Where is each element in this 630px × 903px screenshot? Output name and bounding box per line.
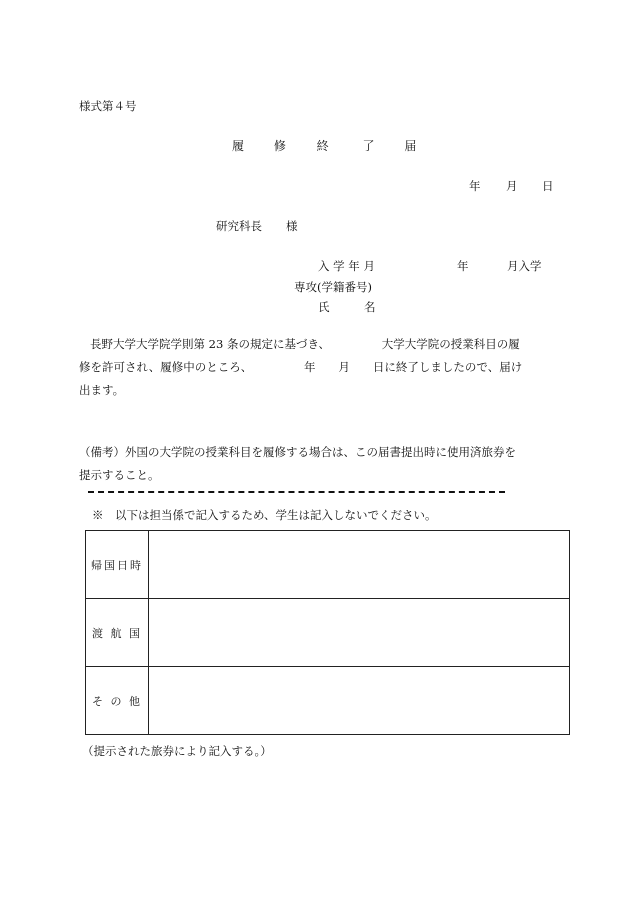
other-field[interactable] [149,667,570,735]
table-row [86,599,570,667]
body-line: 長野大学大学院学則第 23 条の規定に基づき、 大学大学院の授業科目の履 [90,337,520,351]
title-char: 了 [362,139,375,153]
date-day-label: 日 [542,179,554,193]
row-label: 帰国日時 [86,531,149,599]
table-row [86,667,570,735]
destination-country-field[interactable] [149,599,570,667]
remarks-note [79,441,557,487]
row-label: 渡 航 国 [86,599,149,667]
cut-line-divider [88,491,505,493]
title-char: 終 [316,139,329,153]
form-title [232,137,416,154]
enrollment-label: 入 学 年 月 [318,259,375,273]
table-row [86,531,570,599]
enrollment-year-label: 年 [457,259,469,273]
return-date-field[interactable] [149,531,570,599]
date-year-label: 年 [469,179,481,193]
addressee-honorific: 様 [286,219,298,233]
body-paragraph [79,333,557,402]
major-label: 専攻(学籍番号) [294,280,372,294]
form-number: 様式第４号 [79,99,137,113]
addressee-role: 研究科長 [216,219,262,233]
office-use-notice: ※ 以下は担当係で記入するため、学生は記入しないでください。 [92,508,437,522]
enrollment-month-label: 月入学 [507,259,542,273]
body-line: 出ます。 [79,383,125,397]
name-label: 氏 名 [318,300,376,314]
office-use-table [85,530,570,735]
title-char: 修 [273,139,286,153]
body-line: 修を許可され、履修中のところ、 年 月 日に終了しましたので、届け [79,360,523,374]
date-month-label: 月 [506,179,518,193]
title-char: 届 [404,139,417,153]
title-char: 履 [232,139,245,153]
footer-note: （提示された旅券により記入する。） [82,744,272,758]
row-label: そ の 他 [86,667,149,735]
remarks-line: （備考）外国の大学院の授業科目を履修する場合は、この届書提出時に使用済旅券を [79,445,516,459]
remarks-line: 提示すること。 [79,468,160,482]
